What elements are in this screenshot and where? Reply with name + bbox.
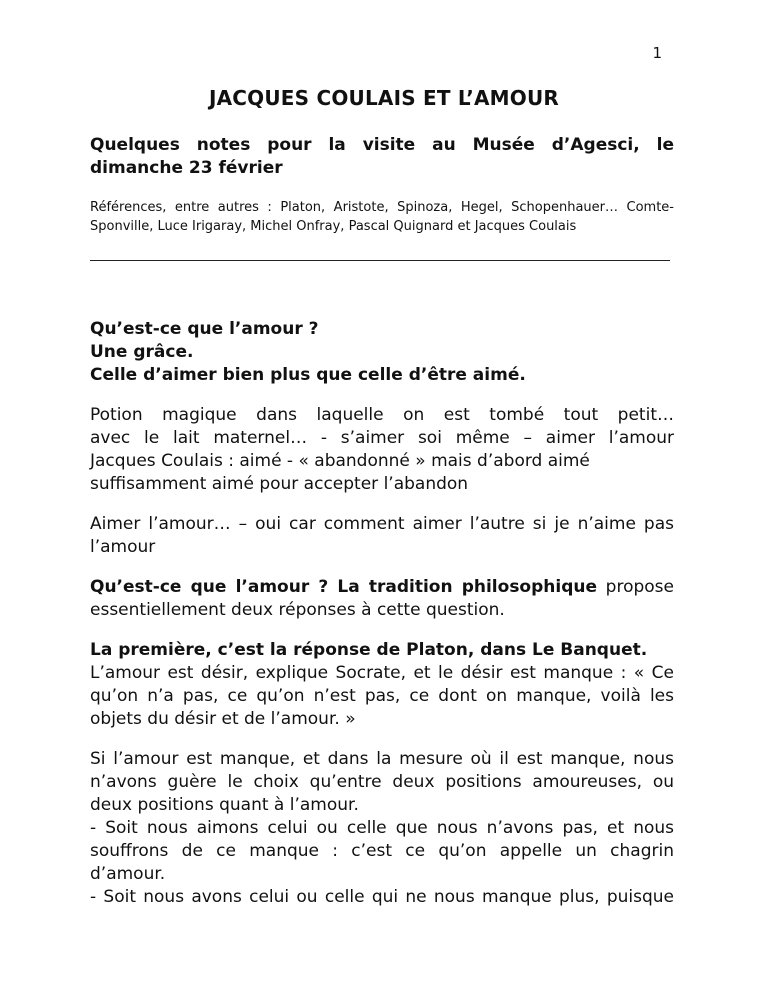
potion-paragraph <box>90 404 674 496</box>
question-line: Qu’est-ce que l’amour ? <box>90 319 319 339</box>
potion-line-2: avec le lait maternel… - s’aimer soi même – aimer l’amour <box>90 428 674 448</box>
document-body <box>90 134 674 909</box>
document-title: JACQUES COULAIS ET L’AMOUR <box>208 86 560 110</box>
potion-line-4: suffisamment aimé pour accepter l’abandon <box>90 474 469 494</box>
tradition-bold-text: Qu’est-ce que l’amour ? La tradition philosophique <box>90 577 598 597</box>
document-subtitle: Quelques notes pour la visite au Musée d’Agesci, le dimanche 23 février <box>90 135 674 178</box>
manque-intro: Si l’amour est manque, et dans la mesure où il est manque, nous n’avons guère le choix qu’entre deux positions amoureuses, ou deux positions quant à l’amour. <box>90 749 674 815</box>
answer-detail-line: Celle d’aimer bien plus que celle d’être aimé. <box>90 365 526 385</box>
tradition-paragraph <box>90 576 674 622</box>
platon-text: L’amour est désir, explique Socrate, et le désir est manque : « Ce qu’on n’a pas, ce qu’on n’est pas, ce dont on manque, voilà les objets du désir et de l’amour. » <box>90 663 674 729</box>
platon-paragraph <box>90 639 674 731</box>
answer-line: Une grâce. <box>90 342 194 362</box>
references-paragraph: Références, entre autres : Platon, Aristote, Spinoza, Hegel, Schopenhauer… Comte-Sponville, Luce Irigaray, Michel Onfray, Pascal Quignard et Jacques Coulais <box>90 200 674 234</box>
page-number: 1 <box>652 44 662 62</box>
aimer-amour-paragraph: Aimer l’amour… – oui car comment aimer l’autre si je n’aime pas l’amour <box>90 514 674 557</box>
platon-heading: La première, c’est la réponse de Platon, dans Le Banquet. <box>90 640 648 660</box>
question-block <box>90 318 674 387</box>
potion-line-3: Jacques Coulais : aimé - « abandonné » mais d’abord aimé <box>90 451 590 471</box>
manque-paragraph <box>90 748 674 909</box>
potion-line-1: Potion magique dans laquelle on est tombé tout petit… <box>90 405 674 425</box>
manque-item-2: - Soit nous avons celui ou celle qui ne nous manque plus, puisque <box>90 887 674 907</box>
horizontal-rule <box>90 260 670 261</box>
tradition-text: propose essentiellement deux réponses à cette question. <box>90 577 674 620</box>
manque-item-1: - Soit nous aimons celui ou celle que nous n’avons pas, et nous souffrons de ce manque : c’est ce qu’on appelle un chagrin d’amour. <box>90 818 674 884</box>
